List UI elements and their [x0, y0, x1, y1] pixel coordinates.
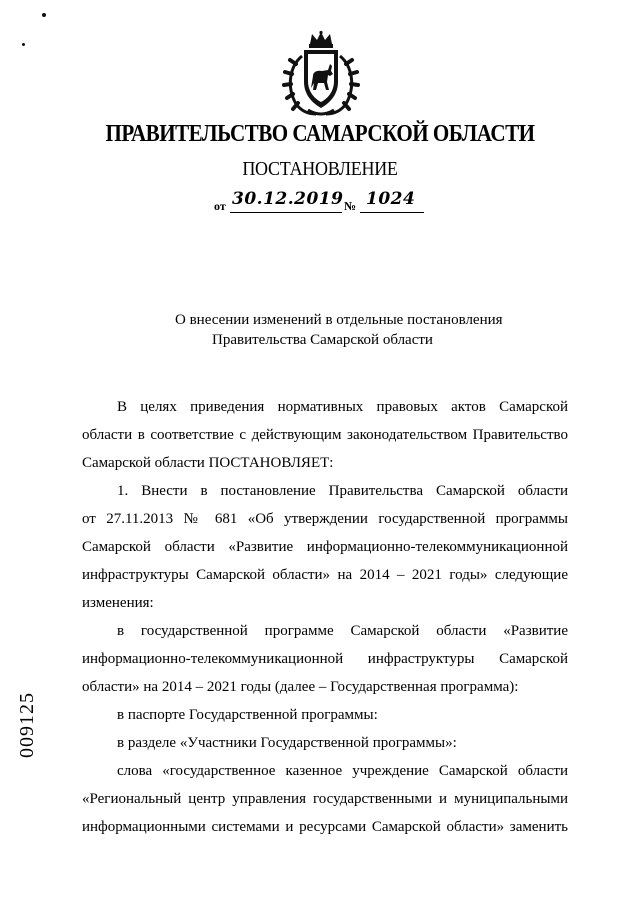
scan-speck [42, 13, 46, 17]
subject-line: О внесении изменений в отдельные постановления [175, 312, 503, 328]
body-line: 1. Внести в постановление Правительства Самарской области [117, 483, 568, 499]
body-line: Самарской области «Развитие информационно-телекоммуникационной [82, 539, 568, 555]
body-line: в государственной программе Самарской области «Развитие [117, 623, 568, 639]
document-type: ПОСТАНОВЛЕНИЕ [242, 158, 398, 180]
body-line: информационными системами и ресурсами Самарской области» заменить [82, 819, 568, 835]
body-line: изменения: [82, 595, 154, 611]
subject-line: Правительства Самарской области [212, 332, 433, 348]
number-underline [360, 212, 424, 213]
body-line: от 27.11.2013 № 681 «Об утверждении государственной программы [82, 511, 568, 527]
body-line: области» на 2014 – 2021 годы (далее – Государственная программа): [82, 679, 519, 695]
body-line: в паспорте Государственной программы: [117, 707, 378, 723]
government-title: ПРАВИТЕЛЬСТВО САМАРСКОЙ ОБЛАСТИ [105, 120, 535, 147]
body-line: области в соответствие с действующим законодательством Правительство [82, 427, 568, 443]
body-line: информационно-телекоммуникационной инфраструктуры Самарской [82, 651, 568, 667]
margin-stamp-number: 009125 [16, 692, 38, 758]
body-line: «Региональный центр управления государственными и муниципальными [82, 791, 568, 807]
body-line: Самарской области ПОСТАНОВЛЯЕТ: [82, 455, 334, 471]
document-date-number [214, 189, 434, 214]
number-value: 1024 [366, 189, 416, 209]
samara-coat-of-arms-icon [282, 30, 360, 118]
date-underline [230, 212, 342, 213]
date-value: 30.12.2019 [232, 189, 344, 209]
body-line: слова «государственное казенное учреждение Самарской области [117, 763, 568, 779]
scan-speck [22, 43, 25, 46]
body-line: в разделе «Участники Государственной программы»: [117, 735, 457, 751]
body-line: В целях приведения нормативных правовых актов Самарской [117, 399, 568, 415]
body-line: инфраструктуры Самарской области» на 2014 – 2021 годы» следующие [82, 567, 568, 583]
number-label: № [344, 199, 357, 213]
date-label: от [214, 199, 226, 213]
